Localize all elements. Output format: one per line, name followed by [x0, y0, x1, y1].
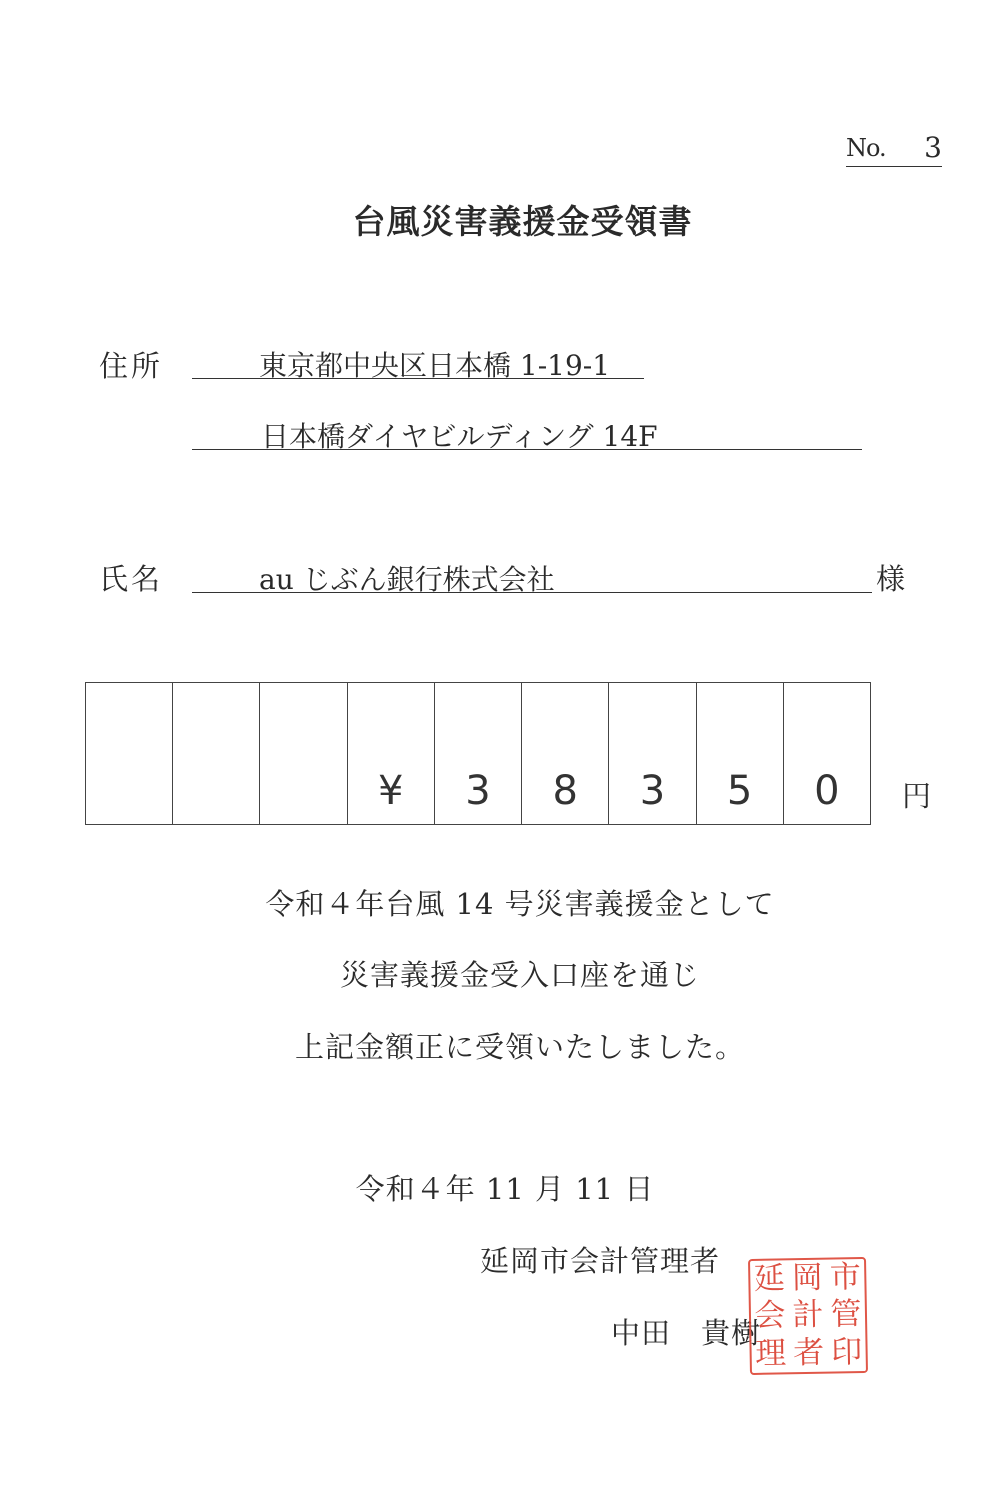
document-number-label: No.: [846, 134, 886, 162]
address-label: 住所: [99, 349, 164, 383]
issuer-name: 中田 貴樹: [611, 1316, 762, 1350]
honorific: 様: [876, 562, 909, 596]
address-line2-underline: [192, 449, 862, 450]
seal-char: 会: [754, 1297, 786, 1335]
amount-cell: 0: [783, 683, 870, 824]
amount-cell: 3: [434, 683, 521, 824]
page-title: 台風災害義援金受領書: [352, 202, 693, 241]
seal-char: 市: [829, 1259, 862, 1296]
seal-char: 延: [753, 1260, 786, 1298]
amount-cell: 3: [608, 683, 695, 824]
amount-unit: 円: [902, 779, 932, 813]
official-seal: [748, 1257, 868, 1375]
body-line-3: 上記金額正に受領いたしました。: [294, 1030, 745, 1064]
amount-cell: 8: [521, 683, 608, 824]
seal-char: 者: [792, 1334, 825, 1372]
name-label: 氏名: [99, 562, 164, 596]
issue-date: 令和４年 11 月 11 日: [355, 1172, 655, 1206]
amount-grid: [85, 682, 871, 825]
body-line-1: 令和４年台風 14 号災害義援金として: [265, 887, 775, 921]
address-line2: 日本橋ダイヤビルディング 14F: [261, 420, 658, 453]
recipient-name: au じぶん銀行株式会社: [259, 563, 555, 596]
amount-cell-yen: ¥: [347, 683, 434, 824]
seal-char: 計: [792, 1297, 824, 1334]
name-underline: [192, 592, 872, 593]
body-line-2: 災害義援金受入口座を通じ: [339, 958, 700, 992]
amount-cell: 5: [696, 683, 783, 824]
address-line1: 東京都中央区日本橋 1-19-1: [259, 349, 611, 382]
seal-char: 印: [830, 1333, 863, 1371]
seal-char: 理: [754, 1335, 787, 1372]
document-number-value: 3: [924, 131, 942, 164]
document-number: [846, 130, 942, 167]
amount-cell: [86, 683, 172, 824]
issuer-title: 延岡市会計管理者: [480, 1244, 721, 1278]
amount-cell: [172, 683, 259, 824]
address-line1-underline: [192, 378, 644, 379]
seal-char: 岡: [791, 1259, 824, 1297]
amount-cell: [259, 683, 346, 824]
seal-char: 管: [830, 1296, 862, 1334]
